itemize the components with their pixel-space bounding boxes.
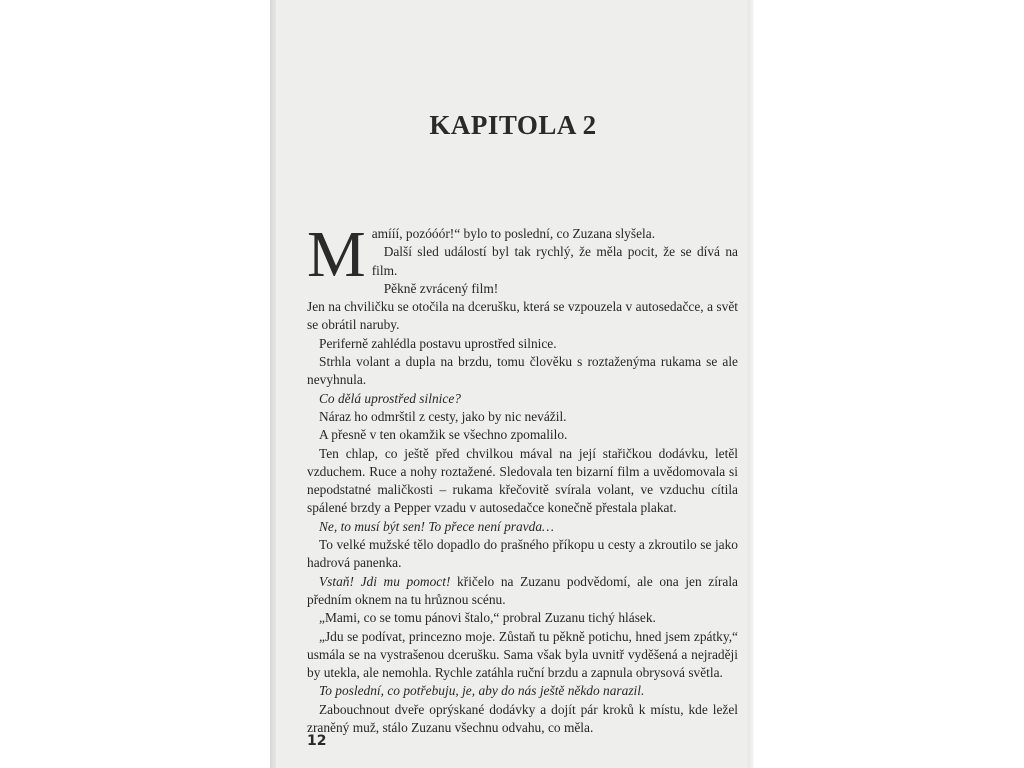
paragraph-italic: Co dělá uprostřed silnice?: [319, 390, 461, 406]
paragraph: [307, 573, 738, 610]
paragraph: Periferně zahlédla postavu uprostřed silnice.: [319, 335, 557, 351]
paragraph: A přesně v ten okamžik se všechno zpomalilo.: [319, 427, 568, 443]
paragraph: Strhla volant a dupla na brzdu, tomu člověku s roztaženýma rukama se ale nevyhnula.: [307, 354, 738, 388]
paragraph-italic: Ne, to musí být sen! To přece není pravda…: [319, 518, 554, 534]
paragraph-text: amííí, pozóóór!“ bylo to poslední, co Zuzana slyšela.: [371, 226, 656, 241]
paragraph: Náraz ho odmrštil z cesty, jako by nic nevážil.: [319, 408, 567, 424]
paragraph: To velké mužské tělo dopadlo do prašného příkopu u cesty a zkroutilo se jako hadrová panenka.: [307, 537, 738, 571]
paragraph: Ten chlap, co ještě před chvilkou mával na její stařičkou dodávku, letěl vzduchem. Ruce a nohy roztažené. Sledovala ten bizarní film a uvědomovala si nepodstatné maličkosti – rukama křečovitě svírala volant, ve vzduchu cítila spálené brzdy a Pepper vzadu v autosedačce konečně přestala plakat.: [307, 445, 738, 516]
paragraph-italic-fragment: Vstaň! Jdi mu pomoct!: [319, 573, 451, 589]
paragraph: „Jdu se podívat, princezno moje. Zůstaň tu pěkně potichu, hned jsem zpátky,“ usmála se na vystrašenou dcerušku. Sama však byla uvnitř vyděšená a nejraději by utekla, ale nemohla. Rychle zatáhla ruční brzdu a zapnula obrysová světla.: [307, 628, 738, 681]
paragraph-italic: To poslední, co potřebuju, je, aby do nás ještě někdo narazil.: [319, 683, 645, 699]
paragraph: „Mami, co se tomu pánovi štalo,“ probral Zuzanu tichý hlásek.: [319, 610, 656, 626]
chapter-title: KAPITOLA 2: [429, 110, 597, 140]
paragraph: Jen na chviličku se otočila na dcerušku, která se vzpouzela v autosedačce, a svět se obrátil naruby.: [307, 299, 738, 333]
paragraph: Zabouchnout dveře oprýskané dodávky a dojít pár kroků k místu, kde ležel zraněný muž, stálo Zuzanu všechnu odvahu, co měla.: [307, 701, 738, 736]
page-number: 12: [307, 733, 327, 749]
body-text: [307, 218, 738, 737]
paragraph-text: křičelo na Zuzanu podvědomí, ale ona jen zírala předním oknem na tu hrůznou scénu.: [307, 573, 738, 607]
drop-cap: M: [307, 218, 366, 291]
paragraph: Další sled událostí byl tak rychlý, že měla pocit, že se dívá na film.: [371, 244, 738, 278]
paragraph: Pěkně zvrácený film!: [383, 280, 499, 296]
